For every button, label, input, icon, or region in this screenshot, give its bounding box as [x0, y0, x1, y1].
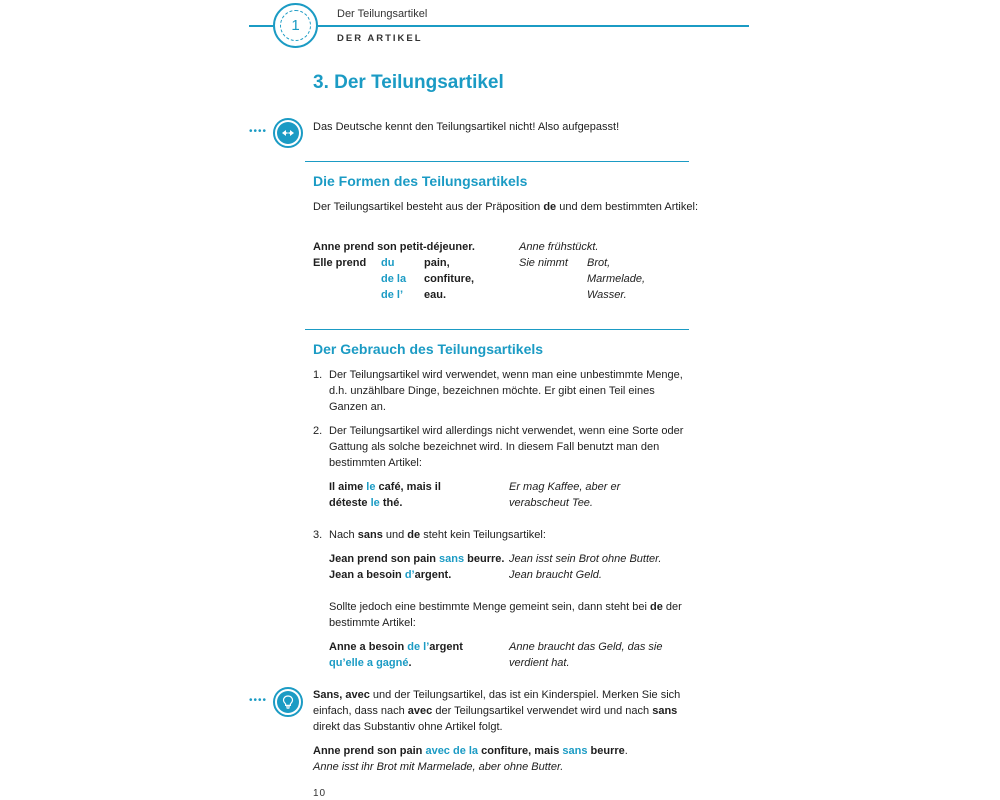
header-rule	[318, 25, 749, 27]
chapter-badge	[273, 3, 318, 48]
example-de: Sie nimmt	[519, 257, 568, 269]
example-fr: Anne prend son petit-déjeuner.	[313, 241, 475, 253]
example-de: verabscheut Tee.	[509, 497, 593, 509]
list-number: 2.	[313, 425, 323, 437]
example-de: verdient hat.	[509, 657, 570, 669]
list-number: 1.	[313, 369, 323, 381]
noun-fr: confiture,	[424, 273, 475, 285]
list-item-text: Nach sans und de steht kein Teilungsartikel:	[329, 529, 546, 541]
example-de: Er mag Kaffee, aber er	[509, 481, 621, 493]
list-number: 3.	[313, 529, 323, 541]
section-divider	[305, 329, 689, 330]
page-number: 10	[313, 788, 327, 799]
dots-connector: ••••	[249, 126, 268, 137]
example-de: Jean braucht Geld.	[509, 569, 602, 581]
running-head-title: Der Teilungsartikel	[337, 8, 428, 20]
example-fr: Anne prend son pain avec de la confiture, mais sans beurre.	[313, 745, 628, 757]
list-item-text: Der Teilungsartikel wird verwendet, wenn man eine unbestimmte Menge, d.h. unzählbare Dinge, bezeichnen möchte. Er gibt einen Teil eines Ganzen an.	[329, 369, 683, 413]
example-fr: Anne a besoin de l’argent	[329, 641, 463, 653]
example-fr: Jean prend son pain sans beurre.	[329, 553, 505, 565]
article-form: du	[381, 257, 395, 269]
article-form: de la	[381, 273, 407, 285]
noun-de: Wasser.	[587, 289, 627, 301]
tip-text: Sans, avec und der Teilungsartikel, das ist ein Kinderspiel. Merken Sie sich einfach, dass nach avec der Teilungsartikel verwendet wird und nach sans direkt das Substantiv ohne Artikel folgt.	[313, 689, 681, 733]
example-fr: Jean a besoin d’argent.	[329, 569, 452, 581]
header-rule-left	[249, 25, 273, 27]
example-fr: Il aime le café, mais il	[329, 481, 441, 493]
compare-arrows-icon	[277, 122, 299, 144]
noun-de: Marmelade,	[587, 273, 646, 285]
example-de: Anne isst ihr Brot mit Marmelade, aber ohne Butter.	[313, 761, 564, 773]
section-heading-gebrauch: Der Gebrauch des Teilungsartikels	[313, 341, 544, 357]
list-item-text: Der Teilungsartikel wird allerdings nicht verwendet, wenn eine Sorte oder Gattung als solche bezeichnet wird. In diesem Fall benutzt man den bestimmten Artikel:	[329, 425, 684, 469]
section-heading-formen: Die Formen des Teilungsartikels	[313, 173, 528, 189]
example-fr: qu’elle a gagné.	[329, 657, 412, 669]
intro-text: Das Deutsche kennt den Teilungsartikel nicht! Also aufgepasst!	[313, 121, 620, 133]
section-divider	[305, 161, 689, 162]
warning-badge	[273, 118, 303, 148]
example-fr: déteste le thé.	[329, 497, 403, 509]
example-de: Anne frühstückt.	[519, 241, 599, 253]
example-de: Jean isst sein Brot ohne Butter.	[509, 553, 662, 565]
example-de: Anne braucht das Geld, das sie	[509, 641, 663, 653]
tip-badge	[273, 687, 303, 717]
formen-description: Der Teilungsartikel besteht aus der Präposition de und dem bestimmten Artikel:	[313, 201, 698, 213]
page-title: 3. Der Teilungsartikel	[313, 72, 504, 93]
noun-fr: pain,	[424, 257, 450, 269]
noun-fr: eau.	[424, 289, 447, 301]
running-head-section: DER ARTIKEL	[337, 33, 423, 44]
example-fr: Elle prend	[313, 257, 367, 269]
article-form: de l’	[381, 289, 404, 301]
lightbulb-icon	[277, 691, 299, 713]
noun-de: Brot,	[587, 257, 611, 269]
dots-connector: ••••	[249, 695, 268, 706]
chapter-number: 1	[280, 10, 311, 41]
paragraph: Sollte jedoch eine bestimmte Menge gemeint sein, dann steht bei de der bestimmte Artikel:	[329, 601, 682, 629]
